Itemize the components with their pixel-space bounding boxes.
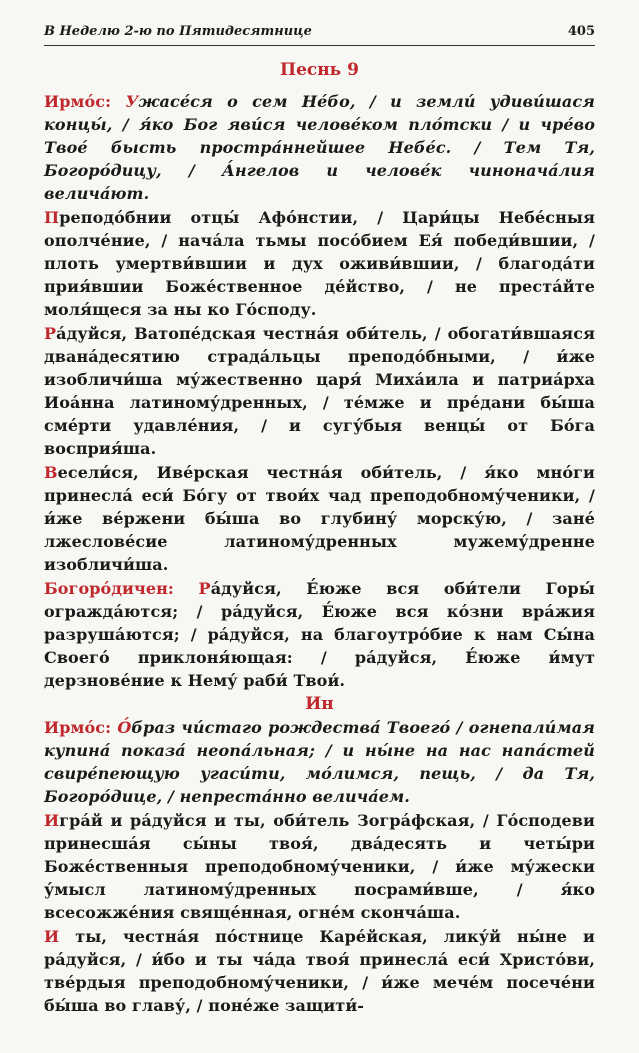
verse-initial: И: [44, 927, 60, 946]
verse-text: есели́ся, Иве́рская честна́я оби́тель, / я́ко мно́ги принесла́ еси́ Бо́гу от твои́х чад преподобному́ченики, / и́же ве́ржени бы́ша во глубину́ морску́ю, / зане́ лжеслове́сие латиному́дренных мужему́дренне изобличи́ша.: [44, 463, 595, 574]
ode-title: Песнь 9: [280, 60, 359, 80]
section-title: Ин: [305, 694, 334, 714]
verse-initial: Р: [44, 324, 57, 343]
theotokion-verse: [44, 577, 595, 692]
troparion-verse: [44, 322, 595, 460]
troparion-verse: [44, 206, 595, 321]
verse-text: гра́й и ра́дуйся и ты, оби́тель Зогра́фская, / Го́сподеви принесша́я сы́ны твоя́, два́десять и четы́ри Боже́ственныя преподобному́ченики, / и́же му́жески у́мысл латиному́дренных посрами́вше, / я́ко всесожже́ния свяще́нная, огне́м сконча́ша.: [44, 811, 595, 922]
irmos-verse: [44, 716, 595, 808]
verse-text: а́дуйся, Е́юже вся оби́тели Горы́ огражда́ются; / ра́дуйся, Е́юже вся ко́зни вра́жия разруша́ются; / ра́дуйся, на благоутро́бие к нам Сы́на Своего́ приклоня́ющая: / ра́дуйся, Е́юже и́мут дерзнове́ние к Нему́ раби́ Твои́.: [44, 579, 595, 690]
troparion-verse: [44, 925, 595, 1017]
verse-text: а́дуйся, Ватопе́дская честна́я оби́тель, / обогати́вшаяся двана́десятию страда́льцы преподо́бными, / и́же изобличи́ша му́жественно царя́ Миха́ила и патриа́рха Иоа́нна латиному́дренных, / те́мже и пре́дани бы́ша сме́рти удавле́ния, / и сугу́быя венцы́ от Бо́га восприя́ша.: [44, 324, 595, 458]
verse-text: жасе́ся о сем Не́бо, / и земли́ удиви́шася концы́, / я́ко Бог яви́ся челове́ком пло́тски / и чре́во Твое́ бысть простра́ннейшее Небе́с. / Тем Тя, Богоро́дицу, / А́нгелов и челове́к чинонача́лия велича́ют.: [44, 92, 595, 203]
verse-initial: П: [44, 208, 60, 227]
verse-label: Богоро́дичен:: [44, 579, 199, 598]
verse-initial: И: [44, 811, 60, 830]
verse-text: браз чи́стаго рождества́ Твоего́ / огнепали́мая купина́ показа́ неопа́льная; / и ны́не на нас напа́стей свире́пеющую угаси́ти, мо́лимся, пещь, / да Тя, Богоро́дице, / непреста́нно велича́ем.: [44, 718, 596, 806]
page-number: 405: [567, 24, 595, 39]
verse-initial: В: [44, 463, 58, 482]
verse-text: реподо́бнии отцы́ Афо́нстии, / Цари́цы Небе́сныя ополче́ние, / нача́ла тьмы посо́бием Ея́ победи́вшии, / плоть умертви́вшии и дух оживи́вшии, / благода́ти прия́вшии Боже́ственное де́йство, / не преста́йте моля́щеся за ны ко Го́споду.: [44, 208, 595, 319]
running-title: В Неделю 2-ю по Пятидесятнице: [44, 24, 312, 39]
running-head: [44, 24, 595, 46]
troparion-verse: [44, 809, 595, 924]
verse-initial: О́: [117, 718, 132, 737]
verse-label: Ирмо́с:: [44, 718, 118, 737]
verse-initial: У: [125, 92, 139, 111]
irmos-verse: [44, 90, 595, 205]
troparion-verse: [44, 461, 595, 576]
verse-label: Ирмо́с:: [44, 92, 126, 111]
verse-text: ты, честна́я по́стнице Каре́йская, лику́й ны́не и ра́дуйся, / и́бо и ты ча́да твоя́ принесла́ еси́ Христо́ви, тве́рдыя преподобному́ченики, / и́же мече́м посече́ни бы́ша во главу́, / поне́же защити́-: [44, 927, 595, 1015]
verse-initial: Р: [198, 579, 211, 598]
